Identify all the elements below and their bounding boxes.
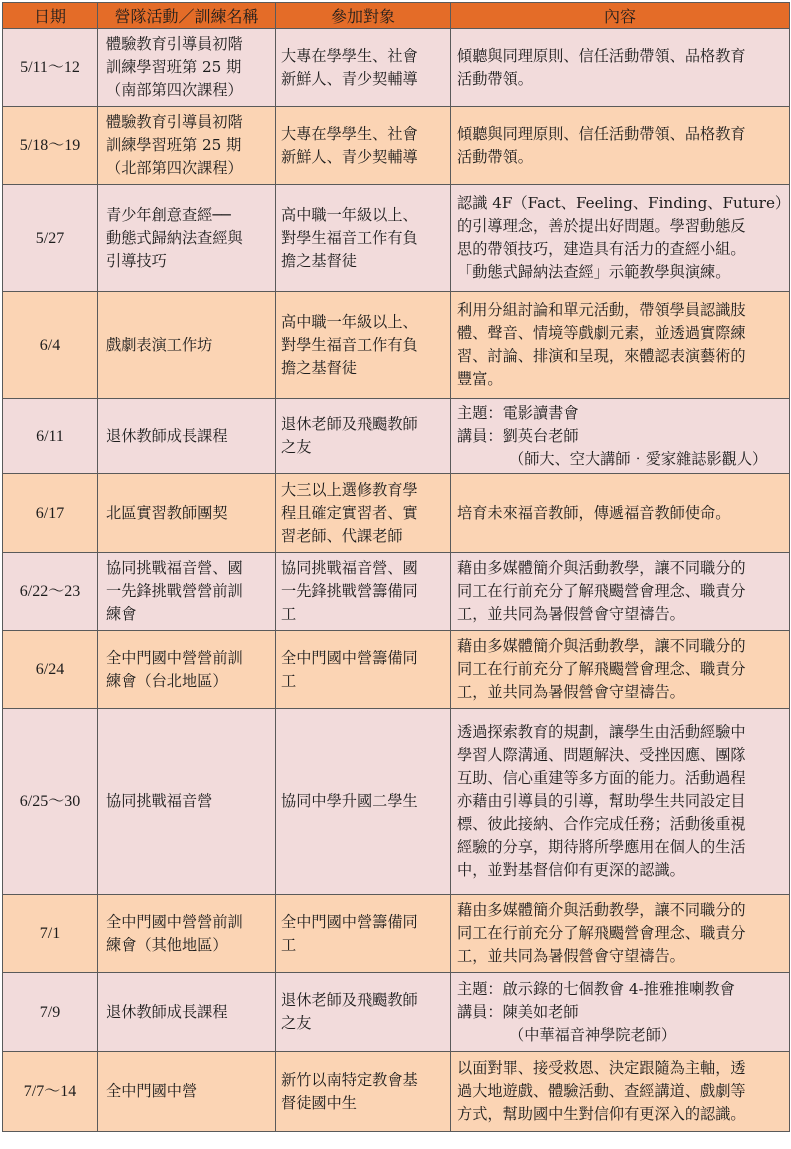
cell-content-line: （中華福音神學院老師） [509,1025,677,1044]
cell-activity-name-line: （北部第四次課程） [106,159,243,177]
cell-audience [276,1052,451,1132]
cell-audience-line: 協同中學升國二學生 [281,792,418,810]
cell-activity-name [98,474,276,553]
header-date: 日期 [3,3,98,29]
cell-audience [276,709,451,895]
cell-audience-line: 高中職一年級以上、 [281,312,418,331]
cell-activity-name [98,107,276,185]
cell-activity-name-line: 訓練學習班第 25 期 [106,58,242,76]
cell-activity-name-line: 練會 [106,605,137,623]
cell-content [451,895,790,973]
cell-audience [276,631,451,709]
cell-activity-name [98,709,276,895]
cell-audience-line: 全中門國中營籌備同 [281,648,418,667]
cell-content-line: 過大地遊戲、體驗活動、查經講道、戲劇等 [457,1082,746,1100]
cell-date: 6/4 [3,292,98,399]
cell-activity-name [98,973,276,1052]
cell-content [451,709,790,895]
cell-audience-line: 督徒國中生 [281,1093,357,1112]
table-row [3,292,790,399]
cell-date: 7/9 [3,973,98,1052]
header-activity-name: 營隊活動／訓練名稱 [98,3,276,29]
cell-content-line: 豐富。 [457,370,503,388]
cell-date: 7/7～14 [3,1052,98,1132]
cell-activity-name-line: 動態式歸納法查經與 [106,228,243,247]
cell-activity-name-line: 練會（其他地區） [106,935,228,954]
cell-audience-line: 新竹以南特定教會基 [281,1070,418,1089]
cell-content-line: 互助、信心重建等多方面的能力。活動過程 [457,769,746,787]
cell-activity-name [98,895,276,973]
cell-activity-name [98,292,276,399]
table-row [3,474,790,553]
cell-content [451,1052,790,1132]
cell-audience [276,292,451,399]
cell-content-line: 中，並對基督信仰有更深的認識。 [457,861,685,879]
cell-content-line: 工，並共同為暑假營會守望禱告。 [457,947,685,965]
cell-content-line: 同工在行前充分了解飛颺營會理念、職責分 [457,924,746,942]
cell-date: 5/18～19 [3,107,98,185]
cell-date: 7/1 [3,895,98,973]
cell-audience-line: 新鮮人、青少契輔導 [281,69,418,88]
cell-activity-name [98,553,276,631]
cell-content-line: 思的帶領技巧，建造具有活力的查經小組。 [457,240,746,258]
cell-content [451,292,790,399]
cell-content [451,631,790,709]
table-row [3,631,790,709]
table-row [3,553,790,631]
cell-content-line: 培育未來福音教師，傳遞福音教師使命。 [457,503,731,522]
cell-activity-name [98,631,276,709]
cell-activity-name-line: 練會（台北地區） [106,671,228,690]
table-body [3,29,790,1132]
cell-audience-line: 工 [281,605,297,623]
cell-content-line: 的引導理念，善於提出好問題。學習動態反 [457,217,746,235]
header-audience: 參加對象 [276,3,451,29]
cell-audience-line: 協同挑戰福音營、國 [281,559,418,577]
cell-content-line: 主題：啟示錄的七個教會 4-推雅推喇教會 [457,979,735,998]
table-row [3,29,790,107]
header-content: 內容 [451,3,790,29]
cell-audience [276,553,451,631]
cell-audience [276,973,451,1052]
cell-audience-line: 退休老師及飛颺教師 [281,991,418,1009]
table-row [3,895,790,973]
table-row [3,399,790,474]
cell-date: 5/27 [3,185,98,292]
schedule-table [2,2,790,1132]
cell-audience-line: 工 [281,935,297,954]
cell-activity-name-line: 體驗教育引導員初階 [106,113,243,131]
cell-audience-line: 全中門國中營籌備同 [281,912,418,931]
cell-activity-name-line: 協同挑戰福音營、國 [106,559,243,577]
cell-activity-name-line: 戲劇表演工作坊 [106,335,213,354]
cell-content-line: 經驗的分享，期待將所學應用在個人的生活 [457,838,746,856]
cell-content-line: 同工在行前充分了解飛颺營會理念、職責分 [457,582,746,600]
cell-activity-name-line: 全中門國中營營前訓 [106,648,243,667]
cell-audience-line: 大專在學學生、社會 [281,124,418,143]
cell-date: 6/11 [3,399,98,474]
cell-activity-name-line: 協同挑戰福音營 [106,792,213,810]
cell-activity-name-line: 北區實習教師團契 [106,503,228,522]
cell-activity-name-line: 青少年創意查經── [106,205,231,224]
cell-audience-line: 之友 [281,1014,312,1032]
cell-audience-line: 大專在學學生、社會 [281,46,418,65]
cell-content-line: 同工在行前充分了解飛颺營會理念、職責分 [457,660,746,678]
cell-content-line: 講員：陳美如老師 [457,1002,579,1021]
cell-audience [276,399,451,474]
cell-date: 6/25～30 [3,709,98,895]
cell-content-line: 藉由多媒體簡介與活動教學，讓不同職分的 [457,559,746,577]
cell-content [451,399,790,474]
cell-audience-line: 工 [281,671,297,690]
cell-activity-name-line: 體驗教育引導員初階 [106,35,243,53]
cell-activity-name [98,399,276,474]
cell-activity-name-line: 退休教師成長課程 [106,1002,228,1021]
cell-audience-line: 之友 [281,438,312,456]
cell-activity-name [98,185,276,292]
table-header [3,3,790,29]
cell-activity-name [98,1052,276,1132]
cell-content-line: 習、討論、排演和呈現，來體認表演藝術的 [457,347,746,365]
cell-audience-line: 擔之基督徒 [281,358,357,377]
cell-date: 6/17 [3,474,98,553]
cell-activity-name-line: 全中門國中營 [106,1082,198,1100]
cell-audience-line: 退休老師及飛颺教師 [281,415,418,433]
cell-content [451,185,790,292]
cell-activity-name-line: 引導技巧 [106,251,167,270]
cell-content [451,553,790,631]
cell-content-line: 亦藉由引導員的引導，幫助學生共同設定目 [457,792,746,810]
cell-activity-name-line: 全中門國中營營前訓 [106,912,243,931]
cell-content [451,474,790,553]
cell-content-line: 利用分組討論和單元活動，帶領學員認識肢 [457,301,746,319]
cell-content-line: 「動態式歸納法查經」示範教學與演練。 [457,263,731,281]
cell-content [451,29,790,107]
cell-content-line: 學習人際溝通、問題解決、受挫因應、團隊 [457,746,746,764]
cell-date: 5/11～12 [3,29,98,107]
cell-audience-line: 高中職一年級以上、 [281,205,418,224]
cell-audience [276,895,451,973]
cell-activity-name-line: 退休教師成長課程 [106,426,228,445]
table-row [3,973,790,1052]
cell-activity-name-line: 訓練學習班第 25 期 [106,136,242,154]
cell-audience-line: 習老師、代課老師 [281,526,403,545]
cell-content-line: 主題：電影讀書會 [457,403,579,422]
cell-audience-line: 一先鋒挑戰營籌備同 [281,582,418,600]
cell-content-line: 藉由多媒體簡介與活動教學，讓不同職分的 [457,901,746,919]
cell-audience [276,185,451,292]
cell-content-line: 工，並共同為暑假營會守望禱告。 [457,605,685,623]
cell-audience-line: 對學生福音工作有負 [281,335,418,354]
cell-content-line: 認識 4F（Fact、Feeling、Finding、Future） [457,194,791,212]
cell-content-line: 透過探索教育的規劃，讓學生由活動經驗中 [457,723,746,741]
cell-content [451,973,790,1052]
cell-audience-line: 程且確定實習者、實 [281,503,418,522]
cell-audience [276,107,451,185]
cell-content [451,107,790,185]
cell-audience-line: 大三以上選修教育學 [281,480,418,499]
cell-content-line: 講員：劉英台老師 [457,426,579,445]
cell-audience-line: 對學生福音工作有負 [281,228,418,247]
table-row [3,1052,790,1132]
cell-audience-line: 新鮮人、青少契輔導 [281,147,418,166]
cell-content-line: 工，並共同為暑假營會守望禱告。 [457,683,685,701]
cell-content-line: 方式，幫助國中生對信仰有更深入的認識。 [457,1105,746,1123]
cell-audience [276,29,451,107]
cell-activity-name [98,29,276,107]
table-row [3,709,790,895]
cell-audience [276,474,451,553]
cell-date: 6/24 [3,631,98,709]
cell-content-line: 活動帶領。 [457,69,533,88]
table-row [3,107,790,185]
cell-activity-name-line: （南部第四次課程） [106,81,243,99]
cell-content-line: 體、聲音、情境等戲劇元素，並透過實際練 [457,324,746,342]
table-row [3,185,790,292]
cell-date: 6/22～23 [3,553,98,631]
cell-activity-name-line: 一先鋒挑戰營營前訓 [106,582,243,600]
cell-audience-line: 擔之基督徒 [281,251,357,270]
cell-content-line: 標、彼此接納、合作完成任務；活動後重視 [457,815,746,833]
cell-content-line: 傾聽與同理原則、信任活動帶領、品格教育 [457,124,746,143]
cell-content-line: 活動帶領。 [457,147,533,166]
cell-content-line: 以面對罪、接受救恩、決定跟隨為主軸，透 [457,1059,746,1077]
cell-content-line: （師大、空大講師‧愛家雜誌影觀人） [509,449,768,468]
cell-content-line: 藉由多媒體簡介與活動教學，讓不同職分的 [457,637,746,655]
cell-content-line: 傾聽與同理原則、信任活動帶領、品格教育 [457,46,746,65]
